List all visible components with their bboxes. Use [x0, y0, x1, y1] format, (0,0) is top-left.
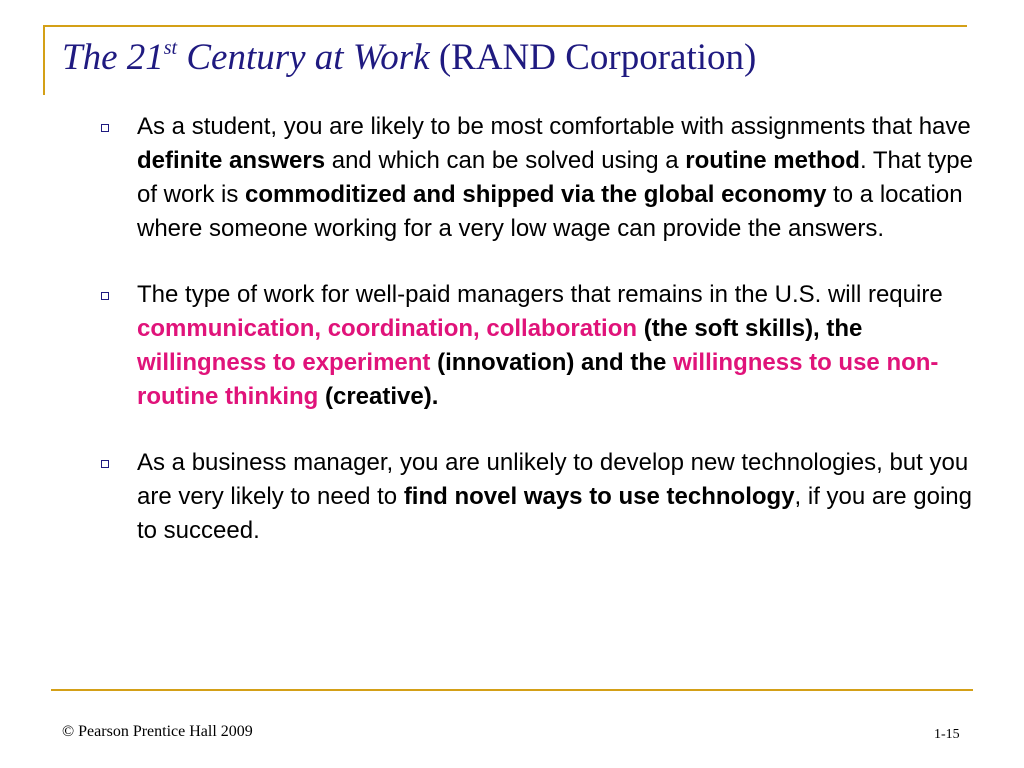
- bold-run: (creative).: [318, 383, 439, 410]
- bold-run: (innovation) and the: [430, 349, 674, 376]
- bold-run: (the soft skills), the: [637, 315, 863, 342]
- text-run: . That type of work is: [137, 147, 973, 208]
- text-run: The type of work for well-paid managers that remains in the U.S. will require: [137, 281, 943, 308]
- page-number: 1-15: [934, 727, 960, 742]
- bold-run: routine method: [685, 147, 860, 174]
- bullet-item-3: [95, 446, 975, 548]
- bullet-1-text: [137, 113, 973, 242]
- title-superscript: st: [163, 37, 178, 59]
- bullet-3-text: [137, 449, 972, 544]
- title-prefix: The 21: [62, 37, 164, 78]
- bullet-item-2: [95, 278, 975, 414]
- title-italic-rest: Century at Work: [177, 37, 430, 78]
- bold-run: commoditized and shipped via the global economy: [245, 181, 827, 208]
- text-run: As a student, you are likely to be most comfortable with assignments that have: [137, 113, 971, 140]
- bullet-list: [95, 110, 975, 548]
- copyright-text: © Pearson Prentice Hall 2009: [62, 723, 253, 740]
- highlight-run: communication, coordination, collaboration: [137, 315, 638, 342]
- slide-title: [62, 36, 962, 80]
- bullet-2-text: [137, 281, 943, 410]
- square-bullet-icon: [101, 124, 109, 132]
- square-bullet-icon: [101, 292, 109, 300]
- bullet-item-1: [95, 110, 975, 246]
- footer-rule: [51, 689, 973, 691]
- square-bullet-icon: [101, 460, 109, 468]
- text-run: As a business manager, you are unlikely to develop new technologies, but you are very likely to need to: [137, 449, 969, 510]
- text-run: and which can be solved using a: [325, 147, 686, 174]
- bold-run: find novel ways to use technology: [403, 483, 795, 510]
- text-run: to a location where someone working for a very low wage can provide the answers.: [137, 181, 963, 242]
- highlight-run: willingness to experiment: [137, 349, 431, 376]
- bold-run: definite answers: [137, 147, 326, 174]
- accent-rule-top: [43, 25, 967, 27]
- title-plain: (RAND Corporation): [429, 37, 757, 78]
- text-run: , if you are going to succeed.: [137, 483, 972, 544]
- accent-rule-vertical: [43, 25, 45, 95]
- highlight-run: willingness to use non-routine thinking: [137, 349, 939, 410]
